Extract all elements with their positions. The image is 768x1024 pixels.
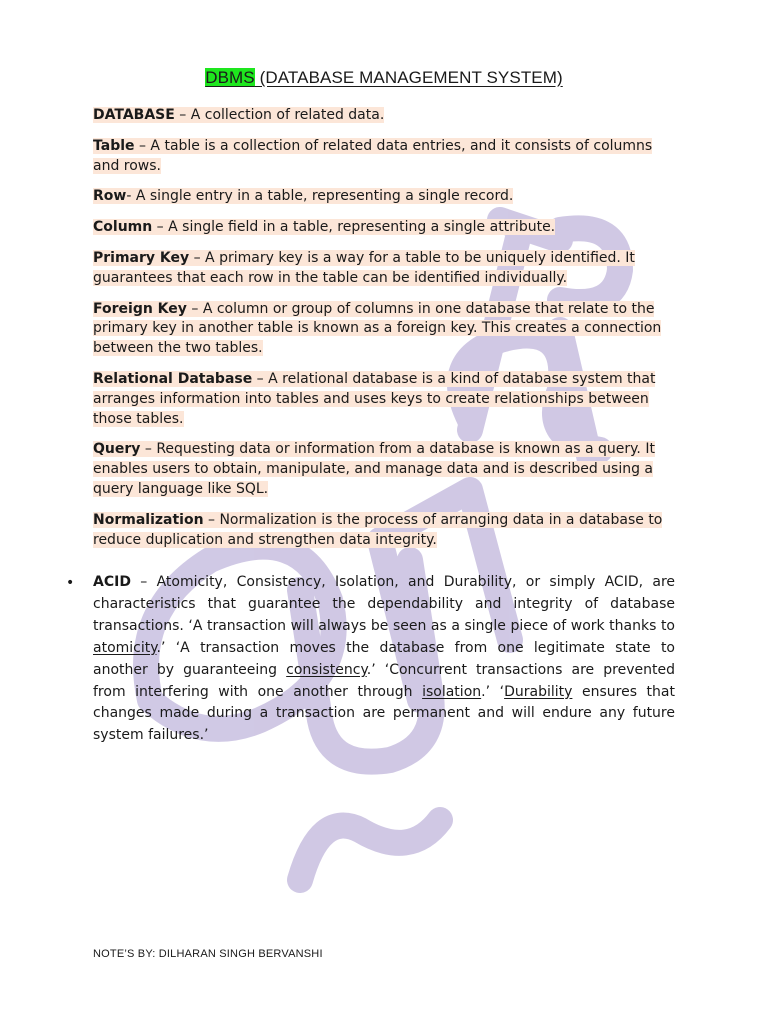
definition-term: Table	[93, 137, 135, 154]
underlined-consistency: consistency	[286, 661, 367, 678]
footer-note: NOTE’S BY: DILHARAN SINGH BERVANSHI	[93, 948, 323, 960]
definition-term: Primary Key	[93, 249, 190, 266]
underlined-durability: Durability	[504, 683, 573, 700]
definition-text: A column or group of columns in one database that relate to the primary key in another table is known as a foreign key. This creates a connection between the two tables.	[93, 300, 662, 357]
acid-paragraph	[93, 572, 675, 747]
definition-term: Normalization	[93, 511, 204, 528]
underlined-isolation: isolation	[422, 683, 482, 700]
definition-normalization	[93, 511, 673, 551]
definitions-list	[93, 106, 673, 561]
definition-separator: –	[152, 219, 169, 236]
definition-query	[93, 440, 673, 499]
definition-separator: –	[203, 511, 220, 528]
definition-table	[93, 137, 673, 177]
definition-term: Foreign Key	[93, 300, 187, 317]
definition-relational-database	[93, 370, 673, 429]
definition-text: A relational database is a kind of database system that arranges information into tables and uses keys to create relationships between those tables.	[93, 370, 656, 427]
definition-column	[93, 218, 673, 238]
definition-text: Requesting data or information from a database is known as a query. It enables users to obtain, manipulate, and manage data and is described using a query language like SQL.	[93, 441, 655, 497]
definition-primary-key	[93, 249, 673, 289]
definition-term: Row	[93, 188, 127, 205]
definition-separator: –	[252, 370, 269, 387]
acid-text: .’ ‘Concurrent transactions are prevented from interfering with one another through	[93, 661, 675, 700]
definition-database	[93, 106, 673, 126]
definition-separator: –	[189, 249, 206, 266]
definition-text: A single entry in a table, representing a single record.	[135, 188, 514, 205]
acid-text: .’ ‘A transaction moves the database from one legitimate state to another by guaranteeing	[93, 639, 675, 678]
definition-term: Column	[93, 219, 153, 236]
definition-separator: –	[134, 137, 151, 154]
definition-term: Query	[93, 441, 141, 458]
definition-text: A collection of related data.	[190, 107, 385, 123]
definition-text: A table is a collection of related data entries, and it consists of columns and rows.	[93, 137, 653, 174]
definition-term: Relational Database	[93, 370, 253, 387]
acid-text: ensures that changes made during a transaction are permanent and will endure any future system failures.’	[93, 683, 675, 744]
underlined-atomicity: atomicity	[93, 639, 157, 656]
acid-text: – Atomicity, Consistency, Isolation, and Durability, or simply ACID, are characteristics that guarantee the dependability and integrity of database transactions. ‘A transaction will always be seen as a single piece of work thanks to	[93, 574, 675, 634]
title-rest: (DATABASE MANAGEMENT SYSTEM)	[254, 68, 563, 87]
definition-text: A single field in a table, representing a single attribute.	[168, 219, 556, 236]
acid-text: .’ ‘	[481, 683, 505, 700]
bullet-point: •	[66, 575, 75, 591]
acid-term: ACID	[93, 574, 131, 590]
definition-term: DATABASE	[93, 107, 175, 123]
page-title	[0, 68, 768, 88]
definition-row	[93, 187, 673, 207]
definition-foreign-key	[93, 300, 673, 359]
definition-separator: –	[174, 107, 191, 123]
definition-text: A primary key is a way for a table to be uniquely identified. It guarantees that each row in the table can be identified individually.	[93, 249, 635, 286]
definition-separator: -	[126, 188, 136, 205]
definition-separator: –	[140, 441, 157, 458]
definition-text: Normalization is the process of arranging data in a database to reduce duplication and strengthen data integrity.	[93, 511, 663, 548]
title-highlight: DBMS	[205, 68, 255, 87]
definition-separator: –	[186, 300, 203, 317]
